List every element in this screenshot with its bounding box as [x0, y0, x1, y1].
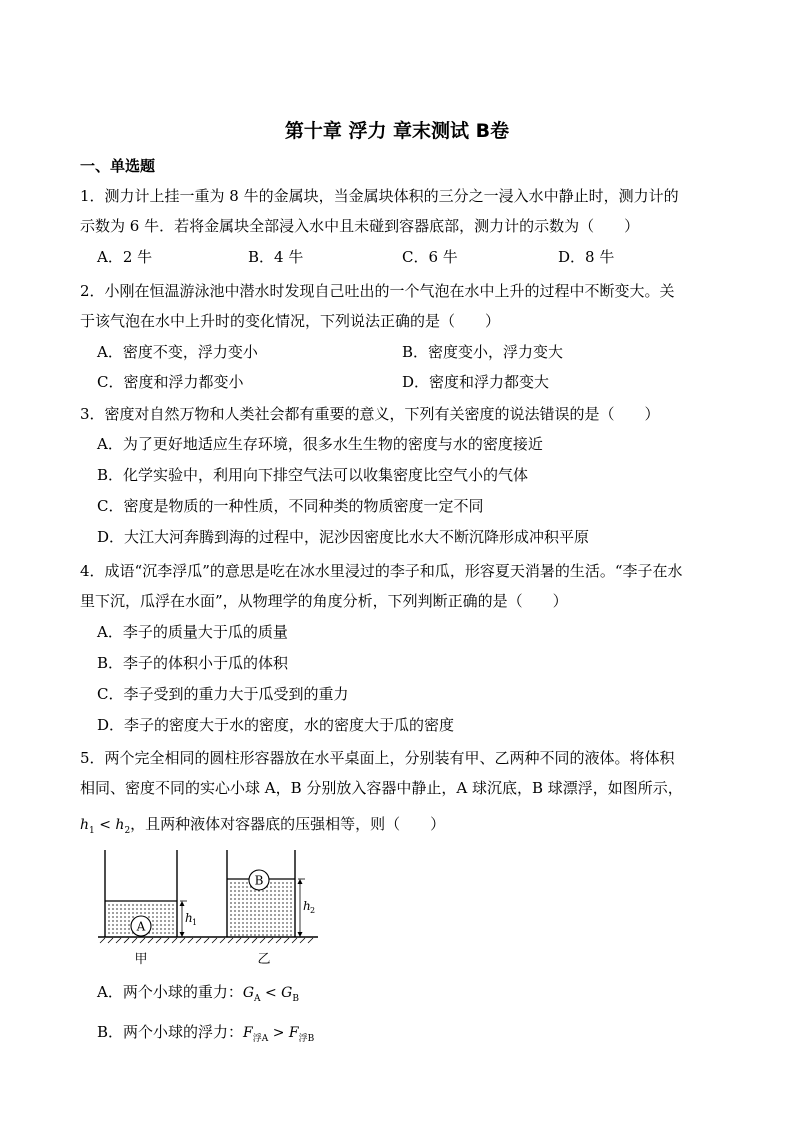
- q4-option-a: A．李子的质量大于瓜的质量: [97, 623, 288, 641]
- height-marker-h1: [180, 901, 198, 937]
- page-title: 第十章 浮力 章末测试 B卷: [284, 120, 510, 142]
- q3-option-a: A．为了更好地适应生存环境，很多水生生物的密度与水的密度接近: [97, 435, 543, 453]
- q5-text-line1: 5．两个完全相同的圆柱形容器放在水平桌面上，分别装有甲、乙两种不同的液体。将体积: [80, 749, 675, 767]
- q5-option-b-math: $F_{浮A} > F_{浮B}$: [243, 1025, 315, 1044]
- svg-text:B: B: [254, 873, 264, 888]
- ball-b: [249, 870, 269, 890]
- q2-text-line1: 2．小刚在恒温游泳池中潜水时发现自己吐出的一个气泡在水中上升的过程中不断变大。关: [80, 282, 675, 300]
- table-surface: [98, 937, 318, 943]
- svg-text:h: h: [303, 899, 311, 913]
- q4-option-d: D．李子的密度大于水的密度，水的密度大于瓜的密度: [97, 716, 455, 734]
- label-yi: 乙: [257, 952, 271, 967]
- q2-option-c: C．密度和浮力都变小: [97, 373, 244, 391]
- svg-text:1: 1: [192, 918, 198, 927]
- q1-option-d: D．8 牛: [558, 248, 615, 266]
- q1-text-line2: 示数为 6 牛．若将金属块全部浸入水中且未碰到容器底部，测力计的示数为（ ）: [80, 217, 640, 235]
- q5-figure: [96, 846, 322, 968]
- q1-text-line1: 1．测力计上挂一重为 8 牛的金属块，当金属块体积的三分之一浸入水中静止时，测力计的: [80, 187, 679, 205]
- q1-option-b: B．4 牛: [248, 248, 304, 266]
- q5-text-line3: $h_1 < h_2$，且两种液体对容器底的压强相等，则（ ）: [80, 815, 446, 836]
- q2-option-a: A．密度不变，浮力变小: [97, 343, 258, 361]
- q5-text-line2: 相同、密度不同的实心小球 A，B 分别放入容器中静止，A 球沉底，B 球漂浮，如图所示，: [80, 779, 683, 797]
- q4-option-c: C．李子受到的重力大于瓜受到的重力: [97, 685, 349, 703]
- section-heading: 一、单选题: [80, 157, 156, 175]
- q4-text-line2: 里下沉，瓜浮在水面”，从物理学的角度分析，下列判断正确的是（ ）: [80, 592, 568, 610]
- container-right: [227, 850, 295, 937]
- q5-option-b: B．两个小球的浮力：$F_{浮A} > F_{浮B}$: [97, 1023, 315, 1044]
- q1-option-a: A．2 牛: [97, 248, 153, 266]
- svg-text:A: A: [136, 919, 146, 934]
- q3-text-line1: 3．密度对自然万物和人类社会都有重要的意义，下列有关密度的说法错误的是（ ）: [80, 405, 660, 423]
- q2-option-b: B．密度变小，浮力变大: [402, 343, 564, 361]
- q3-option-d: D．大江大河奔腾到海的过程中，泥沙因密度比水大不断沉降形成冲积平原: [97, 528, 590, 546]
- q3-option-c: C．密度是物质的一种性质，不同种类的物质密度一定不同: [97, 497, 484, 515]
- q3-option-b: B．化学实验中，利用向下排空气法可以收集密度比空气小的气体: [97, 466, 529, 484]
- label-jia: 甲: [134, 952, 148, 967]
- ball-a: [131, 916, 151, 936]
- svg-text:h: h: [185, 911, 193, 925]
- q2-text-line2: 于该气泡在水中上升时的变化情况，下列说法正确的是（ ）: [80, 312, 501, 330]
- q2-option-d: D．密度和浮力都变大: [402, 373, 550, 391]
- q1-option-c: C．6 牛: [402, 248, 458, 266]
- q5-condition-math: $h_1 < h_2$: [80, 817, 131, 836]
- q4-option-b: B．李子的体积小于瓜的体积: [97, 654, 289, 672]
- q5-option-a-math: $G_A < G_B$: [242, 985, 299, 1004]
- q4-text-line1: 4．成语“沉李浮瓜”的意思是吃在冰水里浸过的李子和瓜，形容夏天消暑的生活。“李子在水: [80, 562, 683, 580]
- q5-option-a: A．两个小球的重力：$G_A < G_B$: [97, 983, 299, 1004]
- height-marker-h2: [298, 879, 316, 937]
- svg-text:2: 2: [310, 906, 316, 915]
